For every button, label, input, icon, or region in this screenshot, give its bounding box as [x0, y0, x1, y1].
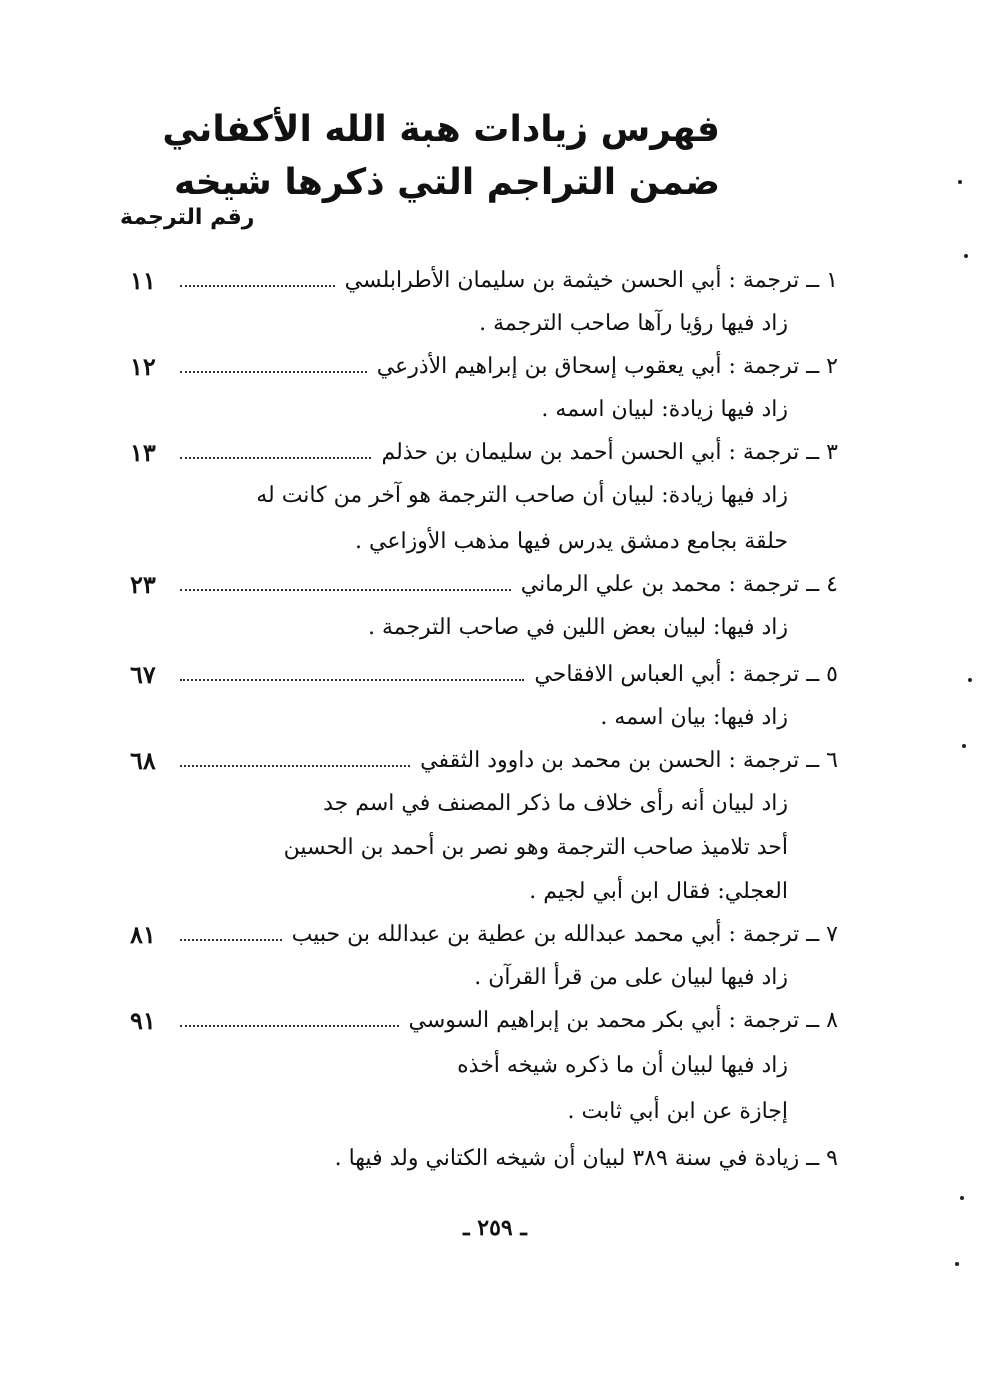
entry-note: حلقة بجامع دمشق يدرس فيها مذهب الأوزاعي . [355, 529, 788, 554]
entry-note: زاد لبيان أنه رأى خلاف ما ذكر المصنف في اسم جد [323, 791, 788, 816]
entry-note: زاد فيها: لبيان بعض اللين في صاحب الترجمة . [367, 615, 788, 640]
page-number: ـ ٢٥٩ ـ [463, 1215, 527, 1241]
entry-text: ٥ ــ ترجمة : أبي العباس الافقاحي [534, 661, 838, 687]
entry-page-number: ١١ [130, 265, 156, 295]
entry-note: زاد فيها زيادة: لبيان أن صاحب الترجمة هو آخر من كانت له [256, 483, 788, 508]
column-header: رقم الترجمة [120, 205, 255, 230]
index-entry [130, 652, 838, 696]
entry-note: زاد فيها: بيان اسمه . [600, 705, 788, 730]
index-entry [130, 258, 838, 302]
entry-page-number: ٨١ [130, 919, 156, 949]
scan-speck [968, 678, 972, 682]
entry-note: أحد تلاميذ صاحب الترجمة وهو نصر بن أحمد بن الحسين [283, 835, 788, 860]
index-entry [130, 998, 838, 1042]
entry-note: العجلي: فقال ابن أبي لجيم . [529, 879, 788, 904]
entry-text: ٣ ــ ترجمة : أبي الحسن أحمد بن سليمان بن حذلم [381, 439, 838, 465]
entry-page-number: ٦٧ [130, 659, 156, 689]
dot-leader [180, 939, 282, 941]
dot-leader [180, 457, 371, 459]
scan-speck [960, 1196, 964, 1200]
index-entry [130, 344, 838, 388]
index-entry [130, 562, 838, 606]
scan-speck [962, 744, 966, 748]
dot-leader [180, 285, 335, 287]
index-entry [130, 1136, 838, 1180]
dot-leader [180, 589, 511, 591]
entry-page-number: ١٣ [130, 437, 156, 467]
entry-text: ١ ــ ترجمة : أبي الحسن خيثمة بن سليمان الأطرابلسي [344, 267, 838, 293]
scan-speck [955, 1262, 959, 1266]
entry-note: زاد فيها لبيان أن ما ذكره شيخه أخذه [457, 1053, 788, 1078]
scan-speck [958, 180, 962, 184]
dot-leader [180, 371, 367, 373]
page-title: فهرس زيادات هبة الله الأكفاني [162, 109, 720, 150]
entry-note: زاد فيها رؤيا رآها صاحب الترجمة . [479, 311, 788, 336]
entry-text: ٧ ــ ترجمة : أبي محمد عبدالله بن عطية بن عبدالله بن حبيب [291, 921, 838, 947]
entry-page-number: ٩١ [130, 1005, 156, 1035]
entry-text: ٤ ــ ترجمة : محمد بن علي الرماني [520, 571, 838, 597]
index-entry [130, 430, 838, 474]
entry-note: زاد فيها لبيان على من قرأ القرآن . [474, 965, 788, 990]
entry-text: ٢ ــ ترجمة : أبي يعقوب إسحاق بن إبراهيم الأذرعي [376, 353, 838, 379]
entry-text: ٩ ــ زيادة في سنة ٣٨٩ لبيان أن شيخه الكتاني ولد فيها . [334, 1145, 838, 1171]
index-entry [130, 738, 838, 782]
entry-text: ٦ ــ ترجمة : الحسن بن محمد بن داوود الثقفي [420, 747, 838, 773]
entry-page-number: ٦٨ [130, 745, 156, 775]
entry-note: إجازة عن ابن أبي ثابت . [567, 1099, 788, 1124]
dot-leader [180, 765, 410, 767]
dot-leader [180, 1025, 399, 1027]
entry-page-number: ١٢ [130, 351, 156, 381]
entry-text: ٨ ــ ترجمة : أبي بكر محمد بن إبراهيم السوسي [408, 1007, 838, 1033]
page-subtitle: ضمن التراجم التي ذكرها شيخه [173, 162, 720, 203]
scan-speck [964, 254, 968, 258]
dot-leader [180, 679, 524, 681]
index-entry [130, 912, 838, 956]
entry-page-number: ٢٣ [130, 569, 156, 599]
entry-note: زاد فيها زيادة: لبيان اسمه . [541, 397, 788, 422]
